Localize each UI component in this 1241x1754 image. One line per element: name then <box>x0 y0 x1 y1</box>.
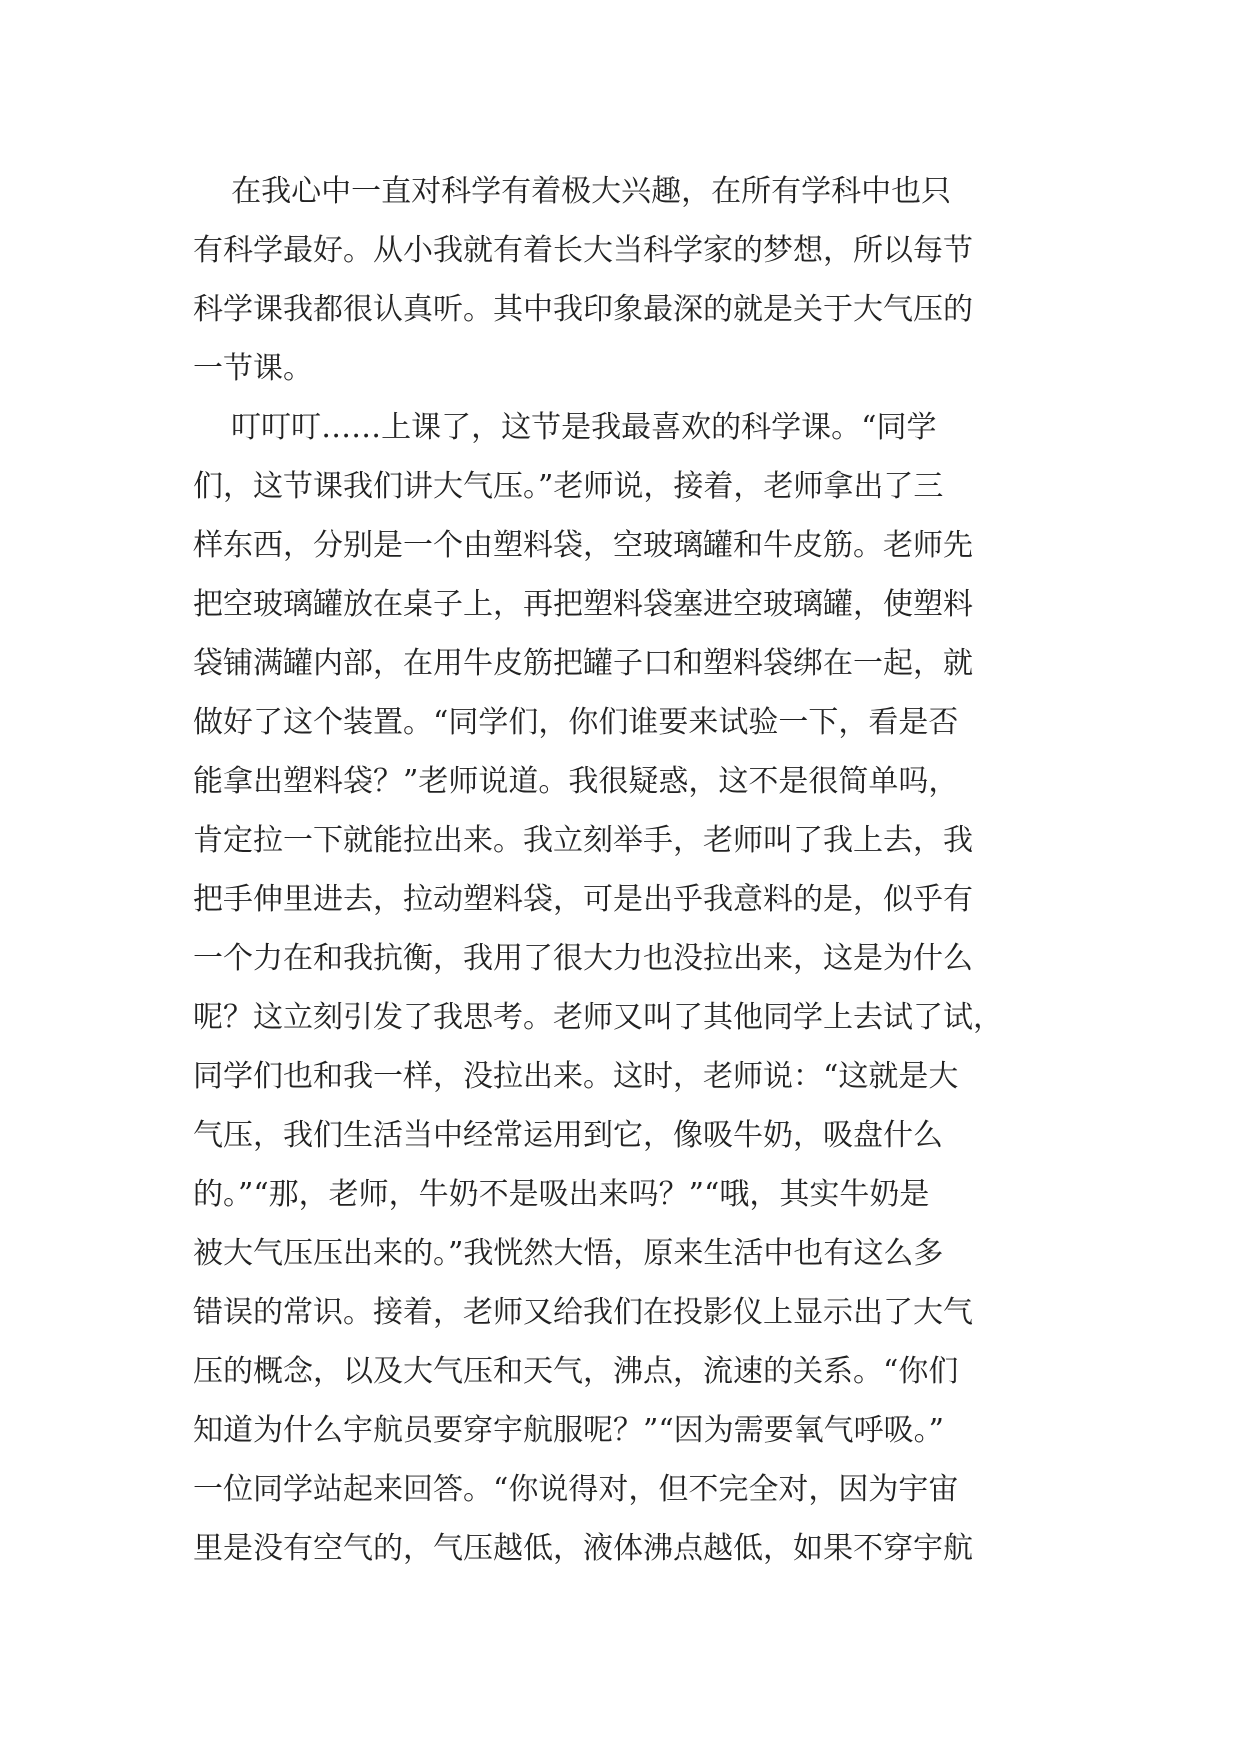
text-line: 一节课。 <box>193 351 313 386</box>
text-line: 的。”“那，老师，牛奶不是吸出来吗？”“哦，其实牛奶是 <box>193 1177 930 1212</box>
text-line: 压的概念，以及大气压和天气，沸点，流速的关系。“你们 <box>193 1354 959 1389</box>
text-line: 科学课我都很认真听。其中我印象最深的就是关于大气压的 <box>193 292 973 327</box>
text-line: 一个力在和我抗衡，我用了很大力也没拉出来，这是为什么 <box>193 941 973 976</box>
text-line: 错误的常识。接着，老师又给我们在投影仪上显示出了大气 <box>193 1295 973 1330</box>
text-line: 把空玻璃罐放在桌子上，再把塑料袋塞进空玻璃罐，使塑料 <box>193 587 973 622</box>
text-line: 叮叮叮……上课了，这节是我最喜欢的科学课。“同学 <box>193 410 937 445</box>
text-line: 做好了这个装置。“同学们，你们谁要来试验一下，看是否 <box>193 705 959 740</box>
text-line: 里是没有空气的，气压越低，液体沸点越低，如果不穿宇航 <box>193 1531 973 1566</box>
text-line: 肯定拉一下就能拉出来。我立刻举手，老师叫了我上去，我 <box>193 823 973 858</box>
essay-body <box>193 162 1053 1578</box>
text-line: 被大气压压出来的。”我恍然大悟，原来生活中也有这么多 <box>193 1236 944 1271</box>
text-line: 能拿出塑料袋？”老师说道。我很疑惑，这不是很简单吗， <box>193 764 959 799</box>
text-line: 样东西，分别是一个由塑料袋，空玻璃罐和牛皮筋。老师先 <box>193 528 973 563</box>
text-line: 一位同学站起来回答。“你说得对，但不完全对，因为宇宙 <box>193 1472 959 1507</box>
text-line: 有科学最好。从小我就有着长大当科学家的梦想，所以每节 <box>193 233 973 268</box>
text-line: 同学们也和我一样，没拉出来。这时，老师说：“这就是大 <box>193 1059 959 1094</box>
text-line: 呢？这立刻引发了我思考。老师又叫了其他同学上去试了试， <box>193 1000 1003 1035</box>
text-line: 袋铺满罐内部，在用牛皮筋把罐子口和塑料袋绑在一起，就 <box>193 646 973 681</box>
text-line: 知道为什么宇航员要穿宇航服呢？”“因为需要氧气呼吸。” <box>193 1413 945 1448</box>
text-line: 把手伸里进去，拉动塑料袋，可是出乎我意料的是，似乎有 <box>193 882 973 917</box>
text-line: 在我心中一直对科学有着极大兴趣，在所有学科中也只 <box>193 174 952 209</box>
text-line: 们，这节课我们讲大气压。”老师说，接着，老师拿出了三 <box>193 469 944 504</box>
text-line: 气压，我们生活当中经常运用到它，像吸牛奶，吸盘什么 <box>193 1118 943 1153</box>
